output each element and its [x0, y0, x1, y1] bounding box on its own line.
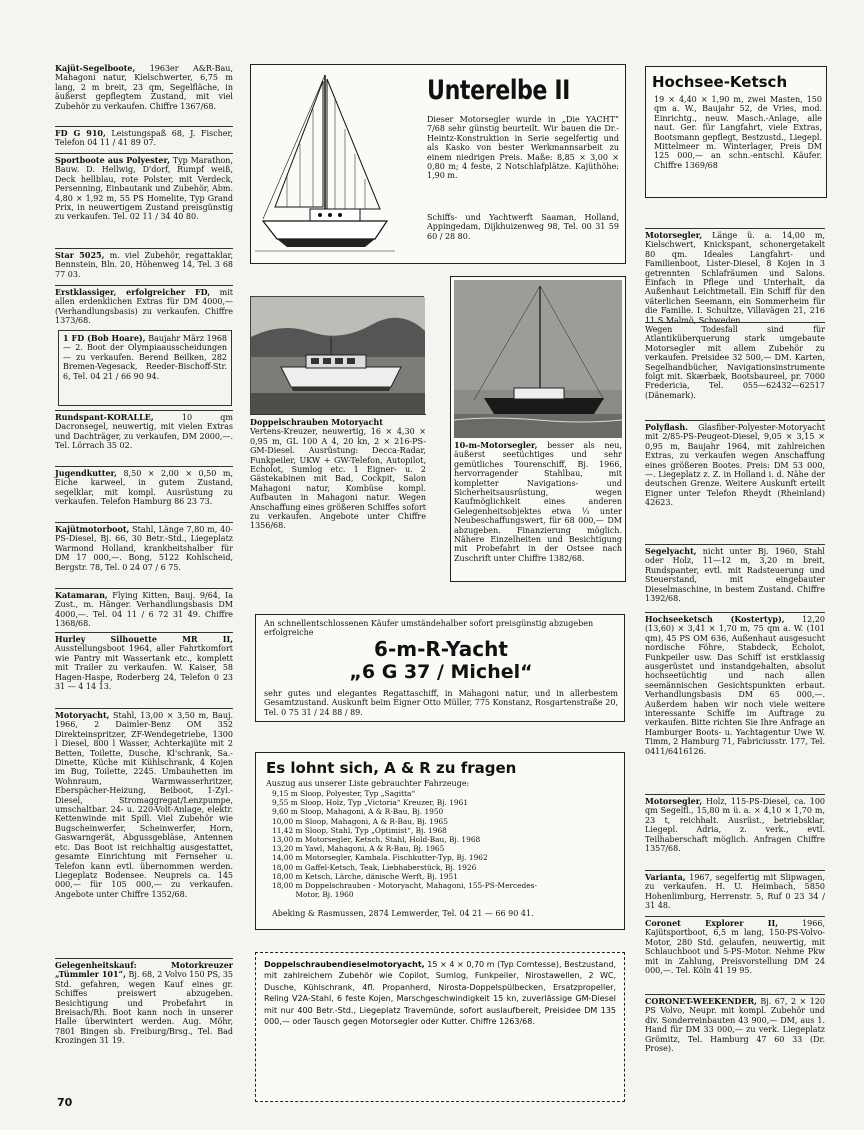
list-item: 18,00 m Ketsch, Lärche, dänische Werft, Bj. 1951: [272, 871, 458, 881]
six-m-name: „6 G 37 / Michel“: [349, 661, 533, 683]
diesel-motoryacht-ad: Doppelschraubendieselmotoryacht, 15 × 4 × 0,70 m (Typ Comtesse), Bestzustand, mit zahlreichem Zubehör wie Copilot, Sumlog, Funkpeiler, Nirostawellen, 2 WC, Dusche, Kühlschrank, 4fl. Propanherd, Nirosta-Doppelspülbecken, Ersatzpropeller, Reling V2A-Stahl, 6 feste Kojen, Marschgeschwindigkeit 15 kn, zuverlässige GM-Diesel mit nur 400 Betr.-Std., Liegeplatz Travemünde, sofort auslaufbereit, Preisidee DM 135 000,— oder Tausch gegen Motorsegler oder Kutter. Chiffre 1263/68.: [255, 952, 625, 1102]
ar-boat-list: [272, 789, 622, 899]
motoryacht-photo: [250, 296, 424, 414]
page-number: 70: [57, 1096, 73, 1109]
classified-ad: Segelyacht, nicht unter Bj. 1960, Stahl oder Holz, 11—12 m, 3,20 m breit, Rundspanter, evtl. mit Radsteuerung und Steuerstand, mit eingebauter Dieselmaschine, in bestem Zustand. Chiffre 1392/68.: [645, 544, 825, 608]
ar-title: Es lohnt sich, A & R zu fragen: [266, 759, 517, 777]
motorsegler-ad: [450, 276, 626, 582]
list-item: 13,20 m Yawl, Mahagoni, A & R-Bau, Bj. 1965: [272, 844, 445, 854]
classified-ad: Hurley Silhouette MR II, Ausstellungsboot 1964, aller Fahrtkomfort wie Pantry mit Wassertank etc., komplett mit Trailer zu verkaufen. W. Kaiser, 58 Hagen-Haspe, Roderberg 24, Telefon 0 23 31 — 4 14 13.: [55, 632, 233, 706]
classified-ad: Erstklassiger, erfolgreicher FD, mit allen erdenklichen Extras für DM 4000,— (Verhandlungsbasis) zu verkaufen. Chiffre 1373/68.: [55, 285, 233, 330]
classified-ad: Motoryacht, Stahl, 13,00 × 3,50 m, Bauj. 1966, 2 Daimler-Benz OM 352 Direkteinspritzer, ZF-Wendegetriebe, 1300 l Diesel, 800 l Wasser, Achterkajüte mit 2 Betten, Toilette, Dusche, Kl'schrank, Sa.-Dinette, Küche mit Kühlschrank, 4 Kojen im Bug, Toilette, 2245. Umbauhetten im Wohnraum, Warmwasserhritzer, Eberspächer-Heizung, Beiboot, 1-Zyl.-Diesel, Stromaggregat/Lenzpumpe, umschaltbar. 24- u. 220-Volt-Anlage, elektr. Kettenwinde mit Spill. Viel Zubehör wie Bugscheinwerfer, Scheinwerfer, Horn, Gaswarngerät, Abgussgebläse, Antennen etc. Das Boot ist reichhaltig ausgestattet, gesamte Einrichtung mit Fernseher u. Telefon kann evtl. übernommen werden. Liegeplatz Bodensee. Neupreis ca. 145 000,— für 105 000,— zu verkaufen. Angebote unter Chiffre 1352/68.: [55, 708, 233, 956]
list-item: 14,00 m Motorsegler, Kambala. Fischkutter-Typ, Bj. 1962: [272, 853, 488, 863]
list-item: 18,00 m Gaffel-Ketsch, Teak, Liebhaberstück, Bj. 1926: [272, 862, 477, 872]
unterelbe-contact: Schiffs- und Yachtwerft Saaman, Holland, Appingedam, Dijkhuizenweg 98, Tel. 00 31 59 60 / 28 80.: [427, 213, 619, 241]
classified-ad: 1 FD (Bob Hoare), Baujahr März 1968 — 2. Boot der Olympiaausscheidungen — zu verkaufen. Berend Beilken, 282 Bremen-Vegesack, Reeder-Bischoff-Str. 6, Tel. 04 21 / 66 90 94.: [58, 330, 232, 406]
classified-ad: CORONET-WEEKENDER, Bj. 67, 2 × 120 PS Volvo, Neupr. mit kompl. Zubehör und div. Sonderreinbauten 43 900,— DM, aus 1. Hand für DM 33 000,— zu verk. Liegeplatz Grömitz, Tel. Hamburg 47 60 33 (Dr. Prose).: [645, 994, 825, 1068]
list-item: 13,00 m Motorsegler, Ketsch, Stahl, Hold-Bau, Bj. 1968: [272, 835, 481, 845]
six-m-r-yacht-ad: An schnellentschlossenen Käufer umständehalber sofort preisgünstig abzugeben erfolgreiche 6-m-R-Yacht „6 G 37 / Michel“ sehr gutes und elegantes Regattaschiff, in Mahagoni natur, und in allerbestem Gesamtzustand. Auskunft beim Eigner Otto Müller, 775 Konstanz, Rosgartenstraße 20, Tel. 0 75 31 / 24 88 / 89.: [255, 614, 625, 722]
classified-ad: Coronet Explorer II, 1966, Kajütsportboot, 6,5 m lang, 150-PS-Volvo-Motor, 280 Std. gelaufen, neuwertig, mit Schlauchboot und 5-PS-Motor. Nehme Pkw mit in Zahlung, Preisvorstellung DM 24 000,—. Tel. Köln 41 19 95.: [645, 916, 825, 990]
list-item: 18,00 m Doppelschrauben - Motoryacht, Mahagoni, 155-PS-Mercedes-: [272, 881, 537, 891]
motoryacht-ad: Doppelschrauben Motoryacht Vertens-Kreuzer, neuwertig, 16 × 4,30 × 0,95 m, GL 100 A 4, 20 kn, 2 × 216-PS-GM-Diesel. Ausrüstung: Decca-Radar, Funkpeiler, UKW + GW-Telefon, Autopilot, Echolot, Sumlog etc. 1 Eigner- u. 2 Gästekabinen mit Bad, Cockpit, Salon Mahagoni natur, Kombüse kompl. Aufbauten in Mahagoni natur. Wegen Anschaffung eines größeren Schiffes sofort zu verkaufen. Angebote unter Chiffre 1356/68.: [250, 414, 426, 592]
list-item: 9,15 m Sloop, Polyester, Typ „Sagitta“: [272, 789, 416, 798]
classified-ad: Kajütmotorboot, Stahl, Länge 7,80 m, 40-PS-Diesel, Bj. 66, 30 Betr.-Std., Liegeplatz Warmond Holland, krankheitshalber für DM 17 000,—. Bong, 5122 Kohlscheid, Bergstr. 78, Tel. 0 24 07 / 6 75.: [55, 522, 233, 586]
classified-ad: Varianta, 1967, segelfertig mit Slipwagen, zu verkaufen. H. U. Heimbach, 5850 Hohenlimburg, Herrenstr. 5, Ruf 0 23 34 / 31 48.: [645, 870, 825, 914]
unterelbe-text: Dieser Motorsegler wurde in „Die YACHT“ 7/68 sehr günstig beurteilt. Wir bauen die Dr.-Heintz-Konstruktion in Serie segelfertig und als Kasko von bester Werkmannsarbeit zu einem niedrigen Preis. Maße: 8,85 × 3,00 × 0,80 m; 4 feste, 2 Notschlafplätze. Kajüthöhe: 1,90 m.: [427, 115, 619, 181]
list-item: Motor, Bj. 1960: [272, 890, 354, 900]
classified-ad: Polyflash. Glasfiber-Polyester-Motoryacht mit 2/85-PS-Peugeot-Diesel, 9,05 × 3,15 × 0,95 m, Baujahr 1964, mit zahlreichen Extras, zu verkaufen wegen Anschaffung eines größeren Bootes. Preis: DM 53 000,—. Liegeplatz z. Z. in Holland i. d. Nähe der deutschen Grenze. Weitere Auskunft erteilt Eigner unter Telefon Rheydt (Rheinland) 42623.: [645, 420, 825, 542]
classified-ad: Sportboote aus Polyester, Typ Marathon, Bauw. D. Hellwig, D'dorf, Rumpf weiß, Deck hellblau, rote Polster, mit Verdeck, Persenning, Einbautank und Zubehör, Abm. 4,80 × 1,92 m, 55 PS Homelite, Typ Grand Prix, in neuwertigem Zustand preisgünstig zu verkaufen. Tel. 02 11 / 34 40 80.: [55, 153, 233, 245]
list-item: 10,00 m Sloop, Mahagoni, A & R-Bau, Bj. 1965: [272, 816, 448, 826]
abeking-rasmussen-ad: Es lohnt sich, A & R zu fragen Auszug aus unserer Liste gebrauchter Fahrzeuge: 9,15 m Sloop, Polyester, Typ „Sagitta“ 9,55 m Sloop, Holz, Typ „Victoria“ Kreuzer, Bj. 1961 9,60 m Sloop, Mahagoni, A & R-Bau, Bj. 1950 10,00 m Sloop, Mahagoni, A & R-Bau, Bj. 1965 11,42 m Sloop, Stahl, Typ „Optimist“, Bj. 1968 13,00 m Motorsegler, Ketsch, Stahl, Hold-Bau, Bj. 1968 13,20 m Yawl, Mahagoni, A & R-Bau, Bj. 1965 14,00 m Motorsegler, Kambala. Fischkutter-Typ, Bj. 1962 18,00 m Gaffel-Ketsch, Teak, Liebhaberstück, Bj. 1926 18,00 m Ketsch, Lärche, dänische Werft, Bj. 1951 18,00 m Doppelschrauben - Motoryacht, Mahagoni, 155-PS-Mercedes- Motor, Bj. 1960 Abeking & Rasmussen, 2874 Lemwerder, Tel. 04 21 — 66 90 41.: [255, 752, 625, 930]
classified-ad: Katamaran, Flying Kitten, Bauj. 9/64, Ia Zust., m. Hänger. Verhandlungsbasis DM 4000,—. Tel. 04 11 / 6 72 31 49. Chiffre 1368/68.: [55, 590, 233, 629]
classified-ad: Rundspant-KORALLE, 10 qm Dacronsegel, neuwertig, mit vielen Extras und Dachträger, zu verkaufen, DM 2000,—. Tel. Lörrach 35 02.: [55, 410, 233, 464]
classified-ad: FD G 910, Leistungspaß 68, J. Fischer, Telefon 04 11 / 41 89 07.: [55, 126, 233, 150]
hochsee-title: Hochsee-Ketsch: [652, 73, 788, 91]
motorsegler-text: 10-m-Motorsegler, besser als neu, äußerst seetüchtiges und sehr gemütliches Tourenschiff, Bj. 1966, hervorragender Stahlbau, mit kompletter Navigations- und Sicherheitsausrüstung, wegen Kaufmöglichkeit eines anderen Gelegenheitsobjektes etwa ⅓ unter Neubeschaffungswert, für 68 000,— DM abzugeben. Finanzierung möglich. Nähere Einzelheiten und Besichtigung mit Probefahrt in der Ostsee nach Zuschrift unter Chiffre 1382/68.: [454, 440, 622, 563]
classified-ad: Motorsegler, Holz, 115-PS-Diesel, ca. 100 qm Segelfl., 15,80 m ü. a. × 4,10 × 1,70 m, 23 t, reichhalt. Ausrüst., betriebsklar, Liegepl. Adria, z. verk., evtl. Teilhaberschaft möglich. Anfragen Chiffre 1357/68.: [645, 794, 825, 868]
sailboat-drawing: [255, 69, 395, 259]
classified-ad: Wegen Todesfall sind für Atlantiküberquerung stark umgebaute Motorsegler mit allem Zubehör zu verkaufen. Preisidee 32 500,— DM. Karten, Segelhandbücher, Navigationsinstrumente folgt mit. Skærbæk, Bootsbaureel, pr. 7000 Fredericia, Tel. 055—62432—62517 (Dänemark).: [645, 322, 825, 418]
hochsee-ketsch-ad: Hochsee-Ketsch 19 × 4,40 × 1,90 m, zwei Masten, 150 qm a. W., Baujahr 52, de Vries, mod. Einrichtg., neuw. Masch.-Anlage, alle naut. Ger. für Langfahrt, viele Extras, Bootsmann gepflegt, Bestzustd., Liegepl. Mittelmeer m. Winterlager, Preis DM 125 000,— an schn.-entschl. Käufer. Chiffre 1369/68: [645, 66, 827, 198]
motorsegler-photo: [454, 280, 622, 438]
six-m-title: 6-m-R-Yacht: [374, 637, 508, 661]
unterelbe-ad: [250, 64, 626, 264]
list-item: 11,42 m Sloop, Stahl, Typ „Optimist“, Bj. 1968: [272, 825, 447, 835]
unterelbe-title: Unterelbe II: [427, 75, 571, 106]
classified-ad: Kajüt-Segelboote, 1963er A&R-Bau, Mahagoni natur, Kielschwerter, 6,75 m lang, 2 m breit, 23 qm, Segelfläche, in äußerst gepflegtem Zustand, mit viel Zubehör zu verkaufen. Chiffre 1367/68.: [55, 63, 233, 111]
list-item: 9,60 m Sloop, Mahagoni, A & R-Bau, Bj. 1950: [272, 807, 444, 817]
classified-ad: Motorsegler, Länge ü. a. 14,00 m, Kielschwert, Knickspant, schonergetakelt 80 qm. Ideales Langfahrt- und Familienboot, Lister-Diesel, 8 Kojen in 3 getrennten Schlafräumen und Salons. Einfach in Pflege und Unterhalt, da Außenhaut Leichtmetall. Ein Schiff für den väterlichen Seemann, ein Sommerheim für die Familie. I. Schultze, Villavägen 21, 216 11 S Malmö, Schweden.: [645, 230, 825, 325]
classified-ad: Jugendkutter, 8,50 × 2,00 × 0,50 m, Eiche karweel, in gutem Zustand, segelklar, mit kompl. Ausrüstung zu verkaufen. Telefon Hamburg 86 23 73.: [55, 466, 233, 520]
classified-ad: Hochseeketsch (Kostertyp), 12,20 (13,60) × 3,41 × 1,70 m, 75 qm a. W. (101 qm), 45 PS OM 636, Außenhaut ausgesucht nordische Föhre, Stabdeck, Echolot, Funkpeiler usw. Das Schiff ist erstklassig ausgerüstet und instandgehalten, absolut hochseetüchtig und nach allen seemännischen Gesichtspunkten erbaut. Verhandlungsbasis DM 65 000,—. Außerdem haben wir noch viele weitere interessante Schiffe im Auftrage zu verkaufen. Bitte richten Sie Ihre Anfrage an Hamburger Boots- u. Yachtagentur Uwe W. Timm, 2 Hamburg 71, Fabriciusstr. 177, Tel. 0411/6416126.: [645, 612, 825, 790]
classified-ad: Gelegenheitskauf: Motorkreuzer „Tümmler 101“, Bj. 68, 2 Volvo 150 PS, 35 Std. gefahren, wegen Kauf eines gr. Schiffes preiswert abzugeben. Besichtigung und Probefahrt in Breisach/Rh. Boot kann noch in unserer Halle überwintert werden. Aug. Möhr, 7801 Bingen sb. Freiburg/Brsg., Tel. Bad Krozingen 31 19.: [55, 958, 233, 1086]
list-item: 9,55 m Sloop, Holz, Typ „Victoria“ Kreuzer, Bj. 1961: [272, 798, 469, 808]
classified-ad: Star 5025, m. viel Zubehör, regattaklar, Bennstein, Bln. 20, Höhenweg 14, Tel. 3 68 77 03.: [55, 248, 233, 283]
ar-footer: Abeking & Rasmussen, 2874 Lemwerder, Tel. 04 21 — 66 90 41.: [272, 909, 534, 918]
